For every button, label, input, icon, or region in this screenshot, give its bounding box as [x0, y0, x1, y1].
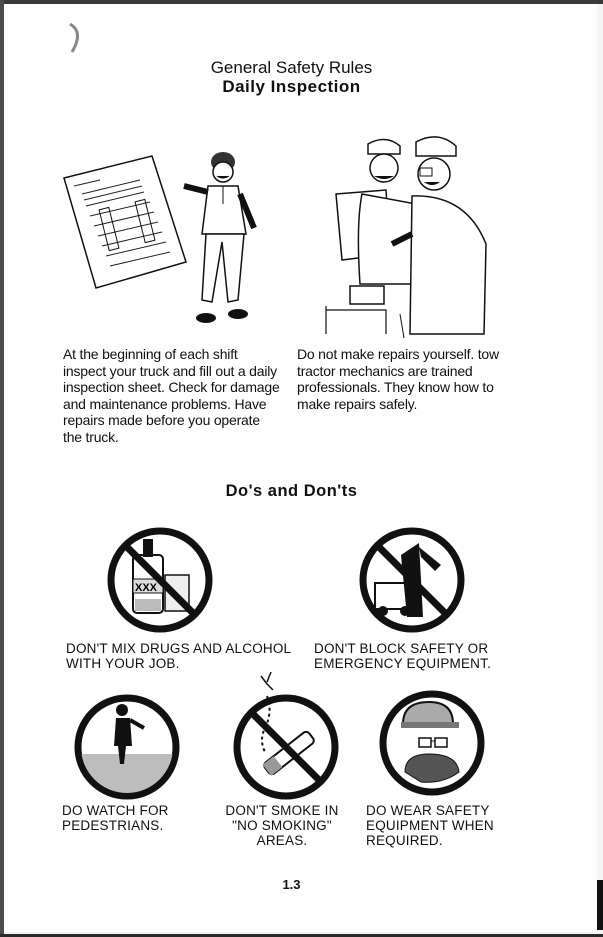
caption-no-drugs-alcohol: DON'T MIX DRUGS AND ALCOHOL WITH YOUR JOB. — [66, 641, 291, 671]
inspection-sheet-illustration — [60, 142, 270, 332]
caption-watch-pedestrians: DO WATCH FOR PEDESTRIANS. — [62, 803, 169, 833]
inspection-left-paragraph: At the beginning of each shift inspect your truck and fill out a daily inspection sheet. Check for damage and maintenance problems. Have repairs made before you operate the truck. — [63, 346, 280, 445]
page-number: 1.3 — [282, 877, 301, 892]
scan-right-edge — [597, 880, 603, 930]
no-drugs-alcohol-icon — [105, 525, 215, 635]
no-blocking-equipment-icon — [357, 525, 467, 635]
caption-no-smoking: DON'T SMOKE IN "NO SMOKING" AREAS. — [225, 803, 339, 848]
dos-donts-heading: Do's and Don'ts — [225, 482, 358, 500]
safety-equipment-icon — [377, 688, 487, 798]
pedestrian-icon — [72, 692, 182, 802]
svg-text:XXX: XXX — [135, 582, 158, 594]
manual-page — [4, 4, 597, 932]
page-curl-mark — [60, 20, 90, 60]
page-title: General Safety Rules — [210, 58, 373, 77]
no-smoking-icon — [231, 672, 341, 802]
caption-no-blocking-equipment: DON'T BLOCK SAFETY OR EMERGENCY EQUIPMENT. — [314, 641, 492, 671]
caption-wear-safety-equipment: DO WEAR SAFETY EQUIPMENT WHEN REQUIRED. — [366, 803, 494, 848]
inspection-right-paragraph: Do not make repairs yourself. tow tractor mechanics are trained professionals. They know how to make repairs safely. — [297, 346, 499, 412]
page-subtitle: Daily Inspection — [222, 77, 361, 96]
mechanics-illustration — [316, 134, 496, 339]
